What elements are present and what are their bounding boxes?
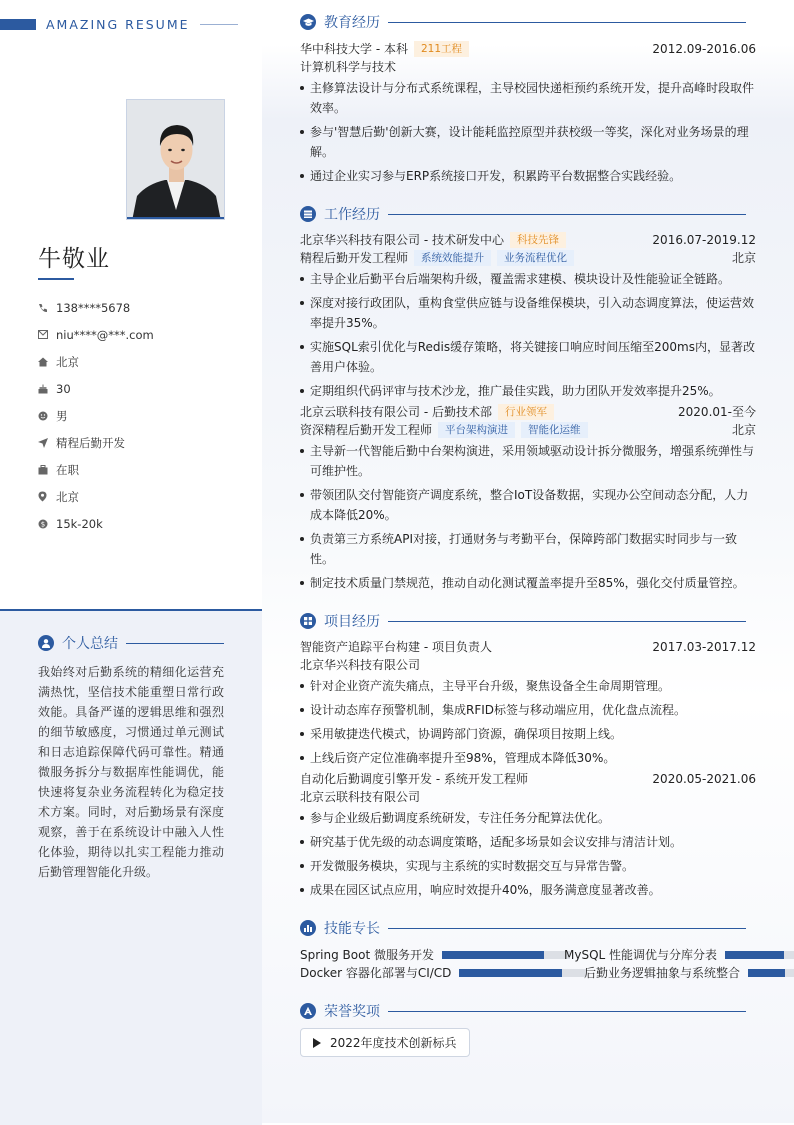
money-icon <box>38 519 56 529</box>
skill-name: Spring Boot 微服务开发 <box>300 948 434 962</box>
skill-item <box>584 964 794 981</box>
list-item: 实施SQL索引优化与Redis缓存策略，将关键接口响应时间压缩至200ms内，显著改善用户体验。 <box>300 337 756 377</box>
major: 计算机科学与技术 <box>300 60 397 74</box>
avatar <box>126 99 225 220</box>
phone-icon <box>38 303 56 313</box>
person-name: 牛敬业 <box>38 246 110 272</box>
list-item: 设计动态库存预警机制，集成RFID标签与移动端应用，优化盘点流程。 <box>300 700 756 720</box>
project-entry-2 <box>300 770 756 904</box>
project-name: 自动化后勤调度引擎开发 - 系统开发工程师 <box>300 772 528 786</box>
education-date: 2012.09-2016.06 <box>652 42 756 56</box>
bar-chart-icon <box>300 920 316 936</box>
info-gender <box>38 402 154 429</box>
skill-item <box>300 946 570 963</box>
company-name: 北京华兴科技有限公司 - 技术研发中心 <box>300 233 504 247</box>
svg-text:$: $ <box>40 520 46 529</box>
honor-item <box>300 1028 470 1057</box>
school-tag: 211工程 <box>414 41 469 57</box>
brand-header <box>0 14 238 34</box>
list-item: 成果在园区试点应用，响应时效提升40%，服务满意度显著改善。 <box>300 880 756 900</box>
list-item: 开发微服务模块，实现与主系统的实时数据交互与异常告警。 <box>300 856 756 876</box>
section-divider <box>388 621 746 622</box>
skill-bar <box>725 951 794 959</box>
job-entry-1 <box>300 231 756 405</box>
project-company-row <box>300 788 756 806</box>
project-bullets <box>300 808 756 900</box>
list-item: 深度对接行政团队，重构食堂供应链与设备维保模块，引入动态调度算法，使运营效率提升35%。 <box>300 293 756 333</box>
list-item: 主导企业后勤平台后端架构升级，覆盖需求建模、模块设计及性能验证全链路。 <box>300 269 756 289</box>
list-item: 主导新一代智能后勤中台架构演进，采用领域驱动设计拆分微服务，增强系统弹性与可维护性。 <box>300 441 756 481</box>
section-divider <box>388 22 746 23</box>
project-entry-1 <box>300 638 756 772</box>
info-text: 精程后勤开发 <box>56 435 125 450</box>
contact-info <box>38 294 154 537</box>
avatar-underline <box>127 217 224 219</box>
info-salary <box>38 510 154 537</box>
skill-tag: 智能化运维 <box>521 422 588 438</box>
section-divider <box>388 928 746 929</box>
location-pin-icon <box>38 491 56 502</box>
section-title: 个人总结 <box>62 636 118 652</box>
job-bullets <box>300 441 756 593</box>
stack-icon <box>300 206 316 222</box>
grid-icon <box>300 613 316 629</box>
skill-bar <box>442 951 570 959</box>
info-text: 在职 <box>56 462 79 477</box>
list-item: 参与企业级后勤调度系统研发，专注任务分配算法优化。 <box>300 808 756 828</box>
school-name: 华中科技大学 - 本科 <box>300 42 408 56</box>
info-text: 北京 <box>56 354 79 369</box>
section-divider <box>388 214 746 215</box>
skills-heading <box>300 918 746 938</box>
info-text: 男 <box>56 408 68 423</box>
skill-tag: 系统效能提升 <box>414 250 491 266</box>
section-title: 荣誉奖项 <box>324 1004 380 1020</box>
cake-icon <box>38 384 56 394</box>
section-divider <box>126 643 224 644</box>
skill-bar <box>748 969 794 977</box>
list-item: 研究基于优先级的动态调度策略，适配多场景如会议安排与清洁计划。 <box>300 832 756 852</box>
skill-bar-fill <box>748 969 785 977</box>
send-icon <box>38 438 56 448</box>
company-tag: 行业领军 <box>498 404 554 420</box>
info-status <box>38 456 154 483</box>
award-icon <box>300 1003 316 1019</box>
info-text: niu****@***.com <box>56 327 154 342</box>
work-heading <box>300 204 746 224</box>
project-company: 北京华兴科技有限公司 <box>300 658 421 672</box>
skill-tag: 平台架构演进 <box>438 422 515 438</box>
project-date: 2020.05-2021.06 <box>652 772 756 786</box>
job-city: 北京 <box>731 423 756 437</box>
list-item: 通过企业实习参与ERP系统接口开发，积累跨平台数据整合实践经验。 <box>300 166 756 186</box>
info-city <box>38 348 154 375</box>
brand-line <box>200 24 238 25</box>
skill-bar-fill <box>442 951 544 959</box>
section-title: 工作经历 <box>324 207 380 223</box>
honors-heading <box>300 1001 746 1021</box>
info-text: 138****5678 <box>56 300 131 315</box>
info-text: 北京 <box>56 489 79 504</box>
project-header-row <box>300 770 756 788</box>
job-bullets <box>300 269 756 401</box>
section-title: 教育经历 <box>324 15 380 31</box>
list-item: 采用敏捷迭代模式，协调跨部门资源，确保项目按期上线。 <box>300 724 756 744</box>
job-entry-2 <box>300 403 756 597</box>
brand-bar <box>0 19 36 30</box>
job-role: 资深精程后勤开发工程师 <box>300 423 433 437</box>
brand-text: AMAZING RESUME <box>46 16 190 32</box>
skill-name: MySQL 性能调优与分库分表 <box>564 948 718 962</box>
company-tag: 科技先锋 <box>510 232 566 248</box>
skill-tag: 业务流程优化 <box>497 250 574 266</box>
education-header-row <box>300 40 756 58</box>
home-icon <box>38 357 56 367</box>
info-phone <box>38 294 154 321</box>
job-city: 北京 <box>731 251 756 265</box>
info-target-job <box>38 429 154 456</box>
briefcase-icon <box>38 465 56 475</box>
honor-text: 2022年度技术创新标兵 <box>330 1036 457 1050</box>
smiley-icon <box>38 411 56 421</box>
skill-bar-fill <box>725 951 784 959</box>
name-underline <box>38 278 74 280</box>
company-name: 北京云联科技有限公司 - 后勤技术部 <box>300 405 492 419</box>
list-item: 负责第三方系统API对接，打通财务与考勤平台，保障跨部门数据实时同步与一致性。 <box>300 529 756 569</box>
info-text: 30 <box>56 381 71 396</box>
list-item: 带领团队交付智能资产调度系统，整合IoT设备数据，实现办公空间动态分配，人力成本降低20%。 <box>300 485 756 525</box>
skill-item <box>300 964 587 981</box>
job-date: 2020.01-至今 <box>678 405 756 419</box>
list-item: 主修算法设计与分布式系统课程，主导校园快递柜预约系统开发，提升高峰时段取件效率。 <box>300 78 756 118</box>
job-header-row <box>300 403 756 421</box>
graduation-cap-icon <box>300 14 316 30</box>
education-entry <box>300 40 756 190</box>
avatar-image <box>127 100 225 220</box>
info-text: 15k-20k <box>56 516 103 531</box>
education-bullets <box>300 78 756 186</box>
projects-heading <box>300 611 746 631</box>
skill-name: Docker 容器化部署与CI/CD <box>300 966 452 980</box>
project-header-row <box>300 638 756 656</box>
info-email <box>38 321 154 348</box>
major-row <box>300 58 756 76</box>
role-row <box>300 249 756 267</box>
project-bullets <box>300 676 756 768</box>
section-title: 技能专长 <box>324 921 380 937</box>
person-icon <box>38 635 54 651</box>
job-date: 2016.07-2019.12 <box>652 233 756 247</box>
list-item: 制定技术质量门禁规范，推动自动化测试覆盖率提升至85%，强化交付质量管控。 <box>300 573 756 593</box>
list-item: 上线后资产定位准确率提升至98%，管理成本降低30%。 <box>300 748 756 768</box>
role-row <box>300 421 756 439</box>
email-icon <box>38 330 56 339</box>
project-date: 2017.03-2017.12 <box>652 640 756 654</box>
job-role: 精程后勤开发工程师 <box>300 251 409 265</box>
education-heading <box>300 12 746 32</box>
skill-name: 后勤业务逻辑抽象与系统整合 <box>584 966 741 980</box>
skill-bar <box>459 969 587 977</box>
section-title: 项目经历 <box>324 614 380 630</box>
skill-bar-fill <box>459 969 561 977</box>
list-item: 针对企业资产流失痛点，主导平台升级，聚焦设备全生命周期管理。 <box>300 676 756 696</box>
play-icon <box>313 1038 321 1048</box>
info-age <box>38 375 154 402</box>
summary-text: 我始终对后勤系统的精细化运营充满热忱，坚信技术能重塑日常行政效能。具备严谨的逻辑思维和强烈的细节敏感度，习惯通过单元测试和日志追踪保障代码可靠性。精通微服务拆分与数据库性能调优，能快速将复杂业务流程转化为稳定技术方案。同时，对后勤场景有深度观察，善于在系统设计中融入人性化体验，期待以扎实工程能力推动后勤管理智能化升级。 <box>38 665 224 879</box>
project-company-row <box>300 656 756 674</box>
info-location <box>38 483 154 510</box>
job-header-row <box>300 231 756 249</box>
list-item: 参与'智慧后勤'创新大赛，设计能耗监控原型并获校级一等奖，深化对业务场景的理解。 <box>300 122 756 162</box>
project-company: 北京云联科技有限公司 <box>300 790 421 804</box>
summary-heading <box>38 633 224 653</box>
project-name: 智能资产追踪平台构建 - 项目负责人 <box>300 640 492 654</box>
skill-item <box>564 946 794 963</box>
list-item: 定期组织代码评审与技术沙龙，推广最佳实践，助力团队开发效率提升25%。 <box>300 381 756 401</box>
section-divider <box>388 1011 746 1012</box>
